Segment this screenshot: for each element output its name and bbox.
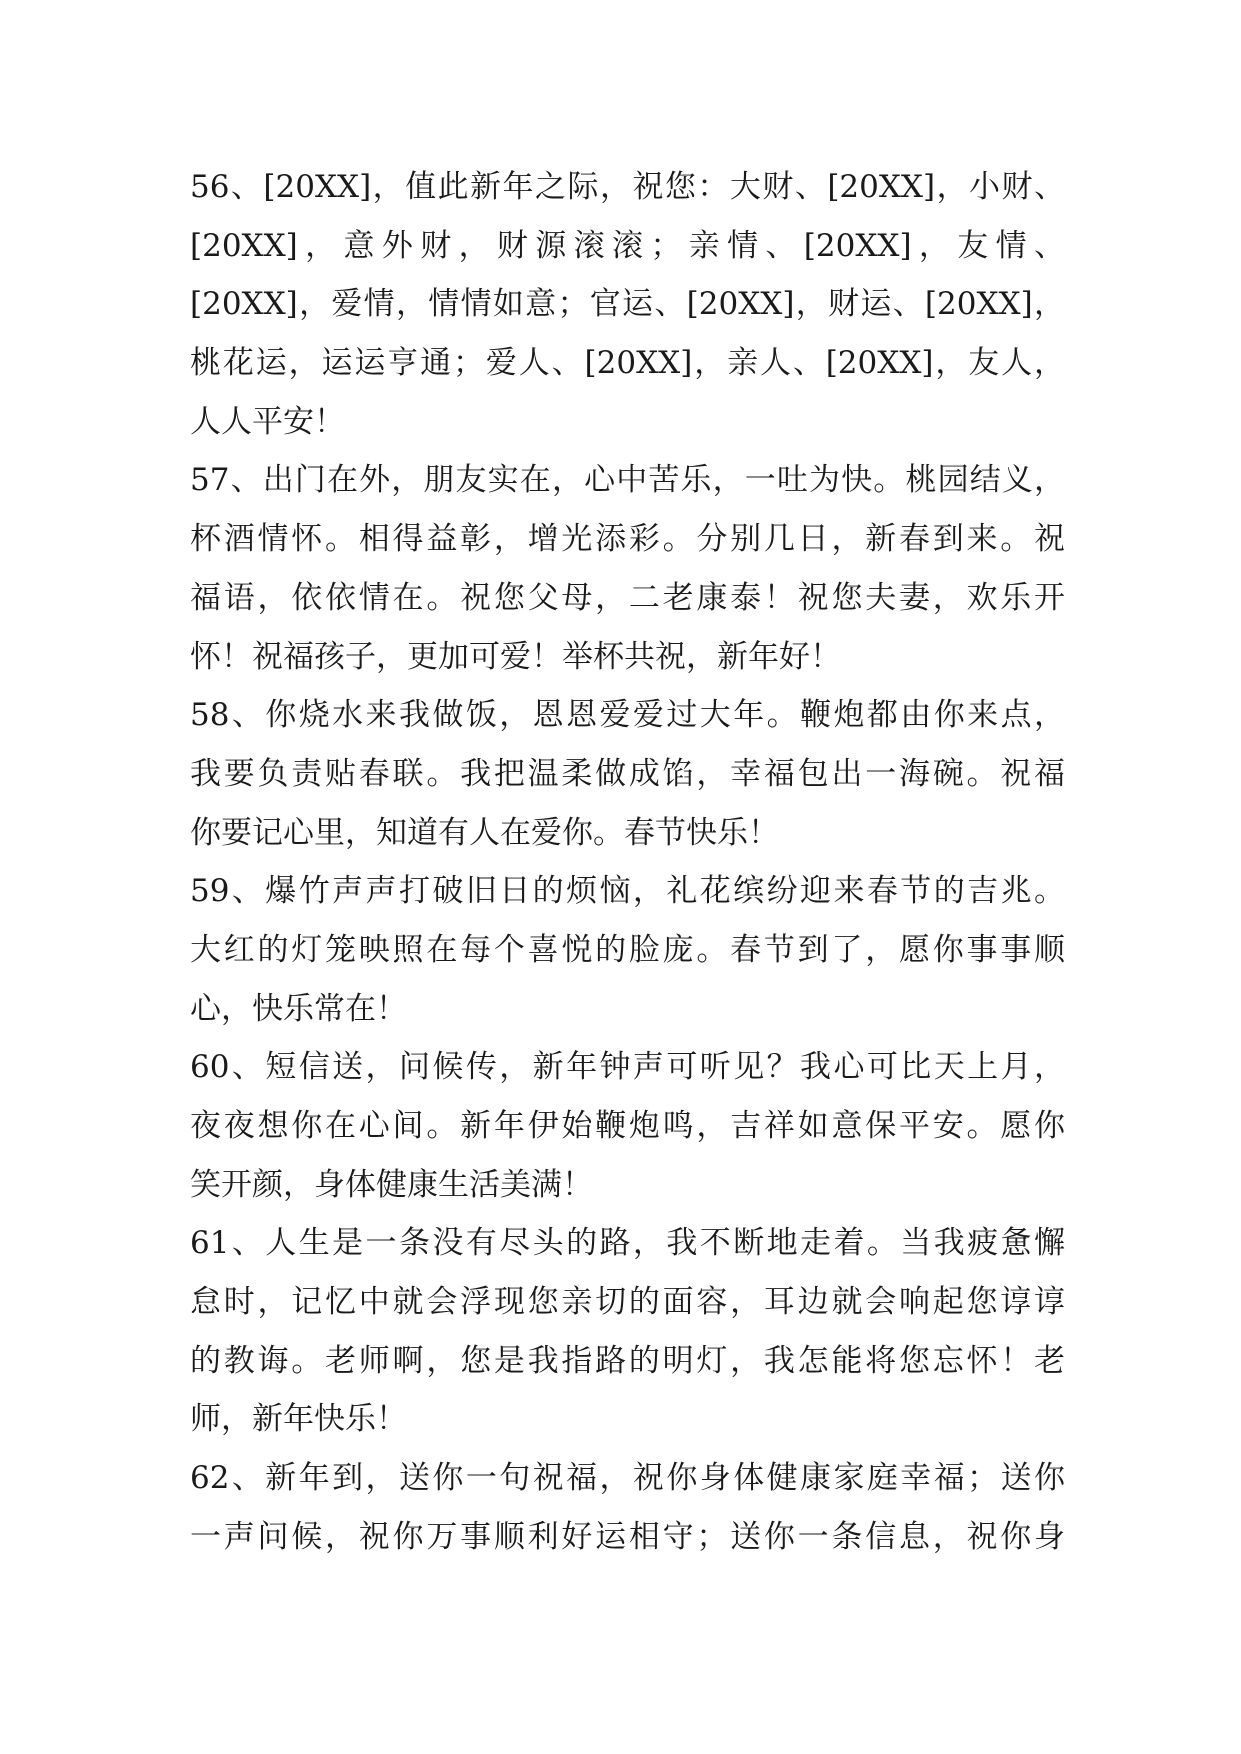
text-line: 夜夜想你在心间。新年伊始鞭炮鸣，吉祥如意保平安。愿你 bbox=[190, 1108, 1065, 1144]
text-line: 桃花运，运运亨通；爱人、[20XX]，亲人、[20XX]，友人， bbox=[190, 345, 1065, 382]
text-line: 心，快乐常在！ bbox=[190, 990, 407, 1027]
text-line: 57、出门在外，朋友实在，心中苦乐，一吐为快。桃园结义， bbox=[190, 462, 1065, 499]
text-line: 我要负责贴春联。我把温柔做成馅，幸福包出一海碗。祝福 bbox=[190, 755, 1065, 792]
text-line: 60、短信送，问候传，新年钟声可听见？我心可比天上月， bbox=[190, 1049, 1065, 1086]
document-body bbox=[190, 158, 1065, 1567]
text-line: 的教诲。老师啊，您是我指路的明灯，我怎能将您忘怀！老 bbox=[190, 1342, 1065, 1379]
text-line: [20XX]，意外财，财源滚滚；亲情、[20XX]，友情、 bbox=[190, 227, 1065, 264]
text-line: [20XX]，爱情，情情如意；官运、[20XX]，财运、[20XX]， bbox=[190, 286, 1065, 323]
text-line: 大红的灯笼映照在每个喜悦的脸庞。春节到了，愿你事事顺 bbox=[190, 931, 1065, 968]
text-line: 杯酒情怀。相得益彰，增光添彩。分别几日，新春到来。祝 bbox=[190, 521, 1065, 558]
text-line: 怠时，记忆中就会浮现您亲切的面容，耳边就会响起您谆谆 bbox=[190, 1284, 1065, 1321]
text-line: 人人平安！ bbox=[190, 403, 345, 440]
text-line: 笑开颜，身体健康生活美满！ bbox=[190, 1166, 593, 1203]
text-line: 怀！祝福孩子，更加可爱！举杯共祝，新年好！ bbox=[190, 638, 841, 675]
text-line: 62、新年到，送你一句祝福，祝你身体健康家庭幸福；送你 bbox=[190, 1460, 1065, 1497]
text-line: 你要记心里，知道有人在爱你。春节快乐！ bbox=[190, 814, 779, 851]
text-line: 59、爆竹声声打破旧日的烦恼，礼花缤纷迎来春节的吉兆。 bbox=[190, 873, 1065, 910]
text-line: 58、你烧水来我做饭，恩恩爱爱过大年。鞭炮都由你来点， bbox=[190, 697, 1065, 734]
text-line: 61、人生是一条没有尽头的路，我不断地走着。当我疲惫懈 bbox=[190, 1225, 1065, 1262]
text-line: 福语，依依情在。祝您父母，二老康泰！祝您夫妻，欢乐开 bbox=[190, 579, 1065, 616]
text-line: 师，新年快乐！ bbox=[190, 1401, 407, 1438]
text-line: 一声问候，祝你万事顺利好运相守；送你一条信息，祝你身 bbox=[190, 1518, 1065, 1555]
text-line: 56、[20XX]，值此新年之际，祝您：大财、[20XX]，小财、 bbox=[190, 169, 1065, 205]
